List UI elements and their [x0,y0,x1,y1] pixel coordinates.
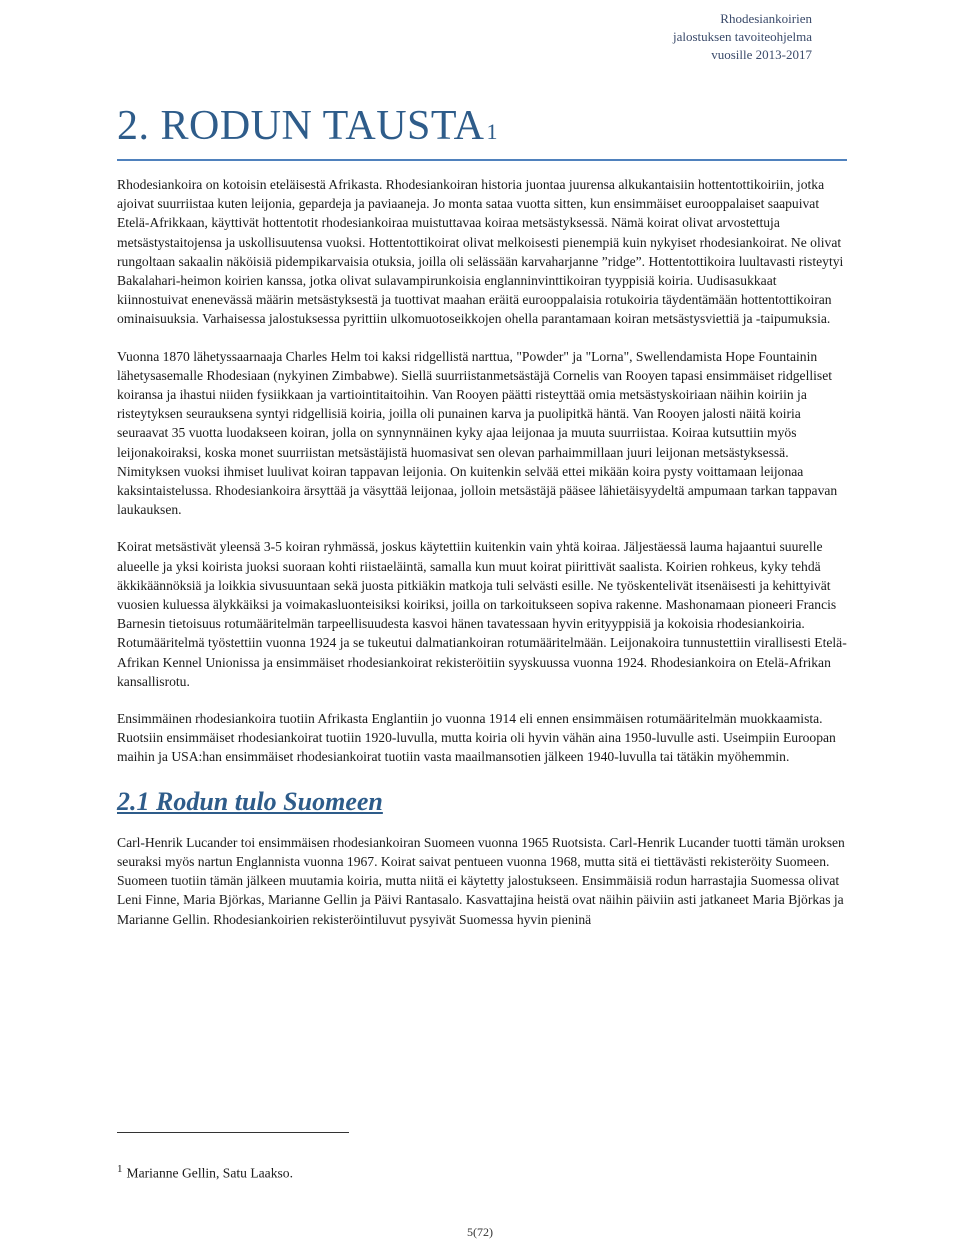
chapter-heading [117,96,847,161]
paragraph-3: Koirat metsästivät yleensä 3-5 koiran ryhmässä, joskus käytettiin kuitenkin vain yhtä koiraa. Jäljestäessä lauma hajaantui suurelle alueelle ja yksi koirista juoksi suoraan kohti riistaeläintä, samalla kun muut koirat piirittivät saalista. Koirien rohkeus, kyky tehdä äkkikäännöksiä ja loikkia sivusuuntaan sekä juosta pitkiäkin matkoja tuli selvästi esille. Ne työskentelivät itsenäisesti ja kehittyivät vuosien kuluessa älykkäiksi ja voimakasluonteisiksi koiriksi, joilla on tarkoitukseen sopiva rakenne. Mashonamaan pioneeri Francis Barnesin tietoisuus rotumääritelmän tarpeellisuudesta kasvoi hänen tavatessaan hyvin erityyppisiä ja kokoisia rhodesiankoiria. Rotumääritelmä työstettiin vuonna 1924 ja se tukeutui dalmatiankoiran rotumääritelmään. Leijonakoira tunnustettiin virallisesti Etelä-Afrikan Kennel Unionissa ja ensimmäiset rhodesiankoirat rekisteröitiin syyskuussa vuonna 1924. Rhodesiankoira on Etelä-Afrikan kansallisrotu. [117,539,847,689]
chapter-heading-text: 2. RODUN TAUSTA [117,103,485,149]
paragraph-4: Ensimmäinen rhodesiankoira tuotiin Afrikasta Englantiin jo vuonna 1914 eli ennen ensimmäisen rotumääritelmän muokkaamista. Ruotsiin ensimmäiset rhodesiankoirat tuotiin 1920-luvulla, mutta koiria oli hyvin vähän aina 1950-luvulle asti. Useimpiin Euroopan maihin ja USA:han ensimmäiset rhodesiankoirat tuotiin vasta maailmansotien jälkeen 1940-luvulla tai tätäkin myöhemmin. [117,711,836,765]
section-paragraph: Carl-Henrik Lucander toi ensimmäisen rhodesiankoiran Suomeen vuonna 1965 Ruotsista. Carl-Henrik Lucander tuotti tämän uroksen seuraksi myös nartun Englannista vuonna 1967. Koirat saivat pentueen vuonna 1968, mutta sitä ei tiettävästi rekisteröity Suomeen. Suomeen tuotiin tämän jälkeen muutamia koiria, mutta niitä ei käytetty jalostukseen. Ensimmäisiä rodun harrastajia Suomessa olivat Leni Finne, Maria Björkas, Marianne Gellin ja Päivi Rantasalo. Kasvattajina heistä ovat näihin päiviin asti jatkaneet Maria Björkas ja Marianne Gellin. Rhodesiankoirien rekisteröintiluvut pysyivät Suomessa hyvin pieninä [117,834,845,927]
paragraph-2: Vuonna 1870 lähetyssaarnaaja Charles Helm toi kaksi ridgellistä narttua, "Powder" ja "Lorna", Swellendamista Hope Fountainin lähetysasemalle Rhodesiaan (nykyinen Zimbabwe). Siellä suurriistanmetsästäjä Cornelis van Rooyen tapasi ensimmäiset ridgelliset koiransa ja ihastui niiden fysiikkaan ja vartiointitaitoihin. Van Rooyen päätti risteyttää omia metsästyskoiriaan näihin koiriin ja risteytyksen seurauksena syntyi ridgellisiä koiria, joilla oli punainen karva ja puolipitkä häntä. Van Rooyen jalosti näitä koiria seuraavat 35 vuotta luodakseen koiran, jolla on synnynnäinen kyky ajaa leijonaa ja muuta suurriistaa. Koiraa kutsuttiin myös leijonakoiraksi, koska monet suurriistan metsästäjistä huomasivat sen olevan parhaimmillaan juuri leijonan metsästyksessä. Nimityksen vuoksi ihmiset luulivat koiran tappavan leijonia. On kuitenkin selvää ettei mikään koira pysty voittamaan leijonaa kaksintaistelussa. Rhodesiankoira ärsyttää ja väsyttää leijonaa, jolloin metsästäjä pääsee lähietäisyydeltä ampumaan tarkan tappavan laukauksen. [117,348,838,518]
header-line-2: jalostuksen tavoiteohjelma [673,29,812,44]
body-content [117,175,847,947]
footnote-reference: 1 [486,119,499,144]
paragraph-1: Rhodesiankoira on kotoisin eteläisestä Afrikasta. Rhodesiankoiran historia juontaa juurensa alkukantaisiin hottentottikoiriin, jotka ajoivat suurriistaa kuten leijonia, gepardeja ja paviaaneja. Jo monta sataa vuotta sitten, kun ensimmäiset eurooppalaiset saapuivat Etelä-Afrikkaan, käyttivät hottentotit rhodesiankoiraa muistuttavaa koiraa metsästyksessä. Nämä koirat olivat arvostettuja metsästystaitojensa ja uskollisuutensa vuoksi. Hottentottikoirat olivat melkoisesti pienempiä kuin nykyiset rhodesiankoirat. Ne olivat rungoltaan sakaalin näköisiä pidempikarvaisia otuksia, joilla oli selässään karvaharjanne ”ridge”. Hottentottikoira luultavasti risteytyi Bakalahari-heimon koirien kanssa, jotka olivat sulavampirunkoisia englanninvinttikoiran tyyppisiä koiria. Uudisasukkaat kiinnostuivat enenevässä määrin metsästyksestä ja tuottivat maahan eräitä eurooppalaisia rotukoiria täydentämään hottentottikoiran ominaisuuksia. Varhaisessa jalostuksessa pyrittiin ulkomuotoseikkojen ohella parantamaan koiran metsästysviettiä ja -taipumuksia. [117,177,844,327]
footnote-text: Marianne Gellin, Satu Laakso. [126,1165,293,1181]
header-line-1: Rhodesiankoirien [720,11,812,26]
section-heading: 2.1 Rodun tulo Suomeen [117,786,383,816]
header-line-3: vuosille 2013-2017 [711,47,812,62]
footnote-marker: 1 [117,1163,123,1175]
footnote [117,1163,617,1182]
running-header [512,10,812,64]
page-number: 5(72) [467,1225,493,1239]
footnote-separator [117,1132,349,1133]
